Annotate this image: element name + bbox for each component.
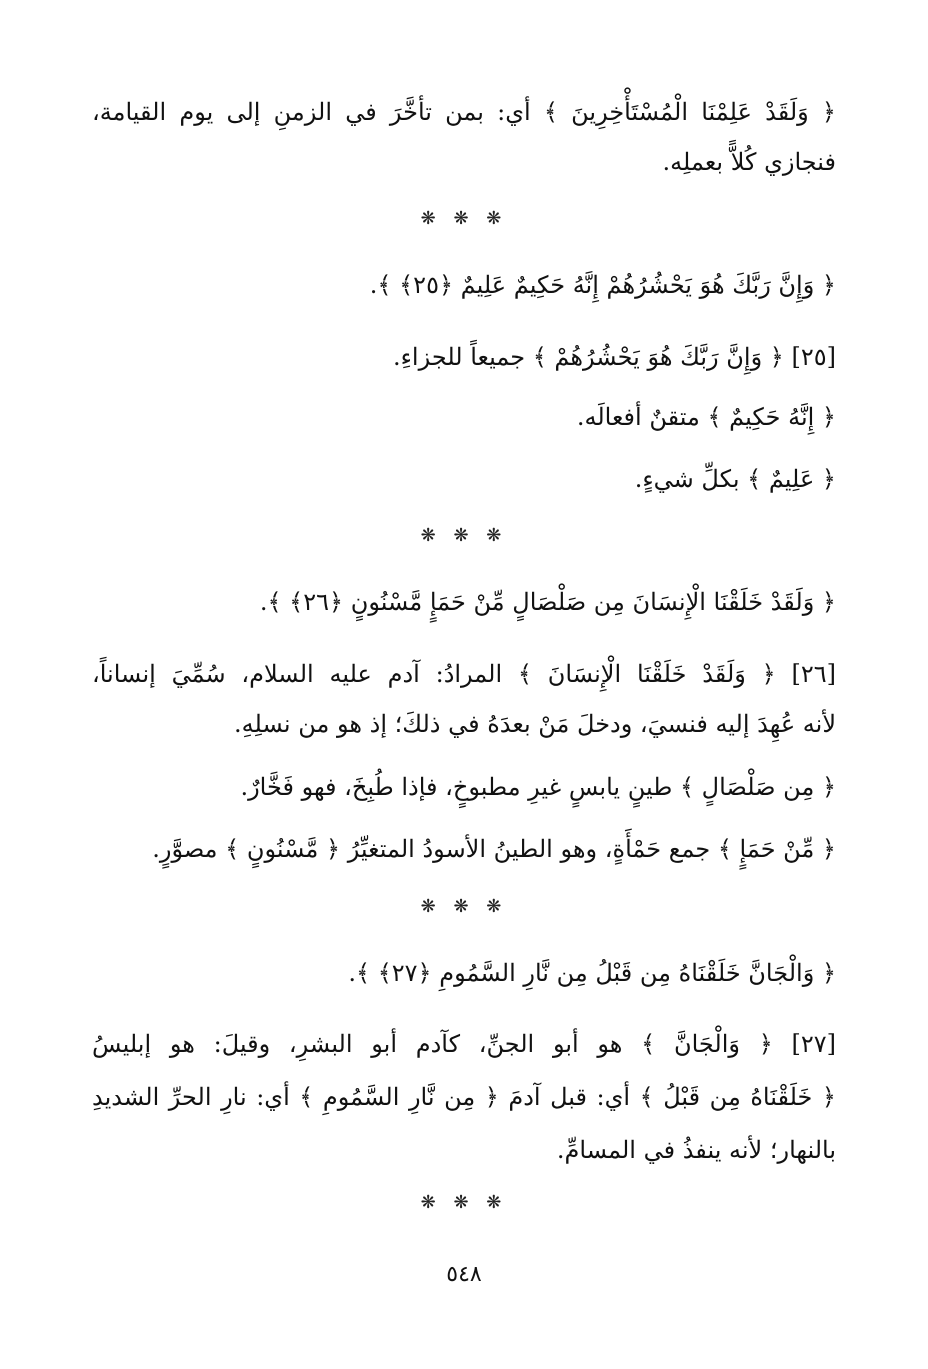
verse-line: ﴿ وَلَقَدْ خَلَقْنَا الْإِنسَانَ مِن صَلْصَالٍ مِّنْ حَمَإٍ مَّسْنُونٍ ﴿٢٦﴾ ﴾. xyxy=(259,588,836,616)
section-separator: ❋ ❋ ❋ xyxy=(420,1192,508,1213)
text-line: بالنهار؛ لأنه ينفذُ في المسامِّ. xyxy=(556,1136,836,1164)
verse-line: ﴿ وَإِنَّ رَبَّكَ هُوَ يَحْشُرُهُمْ إِنَّهُ حَكِيمٌ عَلِيمٌ ﴿٢٥﴾ ﴾. xyxy=(369,271,836,299)
text-line: ﴿ إِنَّهُ حَكِيمٌ ﴾ متقنٌ أفعالَه. xyxy=(576,403,836,431)
section-separator: ❋ ❋ ❋ xyxy=(420,208,508,229)
text-line: ﴿ خَلَقْنَاهُ مِن قَبْلُ ﴾ أي: قبل آدمَ ﴿ مِن نَّارِ السَّمُومِ ﴾ أي: نارِ الحرِّ الشديدِ xyxy=(92,1083,836,1111)
text-line: ﴿ مِن صَلْصَالٍ ﴾ طينٍ يابسٍ غيرِ مطبوخٍ، فإذا طُبِخَ، فهو فَخَّارٌ. xyxy=(240,773,836,801)
text-line: ﴿ عَلِيمٌ ﴾ بكلِّ شيءٍ. xyxy=(634,465,836,493)
text-line: ﴿ مِّنْ حَمَإٍ ﴾ جمع حَمْأَةٍ، وهو الطينُ الأسودُ المتغيِّرُ ﴿ مَّسْنُونٍ ﴾ مصوَّرٍ. xyxy=(152,835,836,863)
page-number: ٥٤٨ xyxy=(446,1262,482,1287)
verse-line: ﴿ وَالْجَانَّ خَلَقْنَاهُ مِن قَبْلُ مِن نَّارِ السَّمُومِ ﴿٢٧﴾ ﴾. xyxy=(348,959,836,987)
text-line: ﴿ وَلَقَدْ عَلِمْنَا الْمُسْتَأْخِرِينَ ﴾ أي: بمن تأخَّرَ في الزمنِ إلى يوم القيامة، xyxy=(92,98,836,126)
section-separator: ❋ ❋ ❋ xyxy=(420,525,508,546)
section-separator: ❋ ❋ ❋ xyxy=(420,896,508,917)
text-line: [٢٥] ﴿ وَإِنَّ رَبَّكَ هُوَ يَحْشُرُهُمْ ﴾ جميعاً للجزاءِ. xyxy=(393,343,836,371)
text-line: [٢٧] ﴿ وَالْجَانَّ ﴾ هو أبو الجنِّ، كآدم أبو البشرِ، وقيلَ: هو إبليسُ xyxy=(92,1030,836,1058)
text-line: [٢٦] ﴿ وَلَقَدْ خَلَقْنَا الْإِنسَانَ ﴾ المرادُ: آدم عليه السلام، سُمِّيَ إنساناً، xyxy=(92,660,836,688)
text-line: لأنه عُهِدَ إليه فنسيَ، ودخلَ مَنْ بعدَهُ في ذلكَ؛ إذ هو من نسلِهِ. xyxy=(234,710,836,738)
text-line: فنجازي كُلاًّ بعملِه. xyxy=(662,148,836,176)
